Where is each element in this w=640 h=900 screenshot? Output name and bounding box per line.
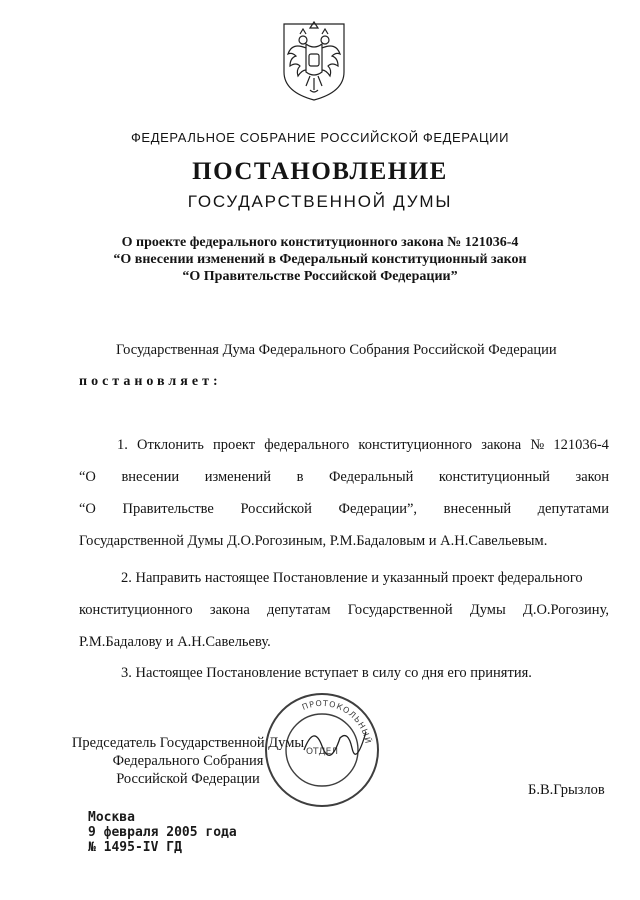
resolves-word: постановляет: bbox=[79, 374, 222, 389]
signatory-title-line-2: Федерального Собрания bbox=[112, 753, 264, 769]
stamp-center-text: ОТДЕЛ bbox=[305, 747, 339, 757]
paragraph-1-line-2 bbox=[79, 468, 609, 500]
coat-of-arms-icon bbox=[270, 20, 358, 102]
word: конституционного bbox=[79, 602, 193, 618]
word: изменений bbox=[204, 469, 272, 485]
paragraph-1-line-1 bbox=[79, 436, 609, 468]
word: федерального bbox=[264, 437, 350, 453]
issuer-name: ГОСУДАРСТВЕННОЙ ДУМЫ bbox=[187, 192, 453, 211]
word: Государственной bbox=[347, 602, 453, 618]
signature-scribble-icon bbox=[300, 720, 370, 760]
word: Отклонить bbox=[137, 437, 204, 453]
subject-line-2: “О внесении изменений в Федеральный конституционный закон bbox=[113, 252, 527, 267]
signatory-title-line-3: Российской Федерации bbox=[116, 771, 260, 787]
word: в bbox=[296, 469, 304, 485]
paragraph-2 bbox=[79, 569, 609, 665]
paragraph-2-line-3: Р.М.Бадалову и А.Н.Савельеву. bbox=[79, 634, 271, 650]
word: Правительстве bbox=[122, 501, 214, 517]
word: 121036-4 bbox=[553, 437, 609, 453]
paragraph-1-line-4: Государственной Думы Д.О.Рогозиным, Р.М.Бадаловым и А.Н.Савельевым. bbox=[79, 533, 548, 549]
paragraph-1 bbox=[79, 436, 609, 564]
word: Федеральный bbox=[328, 469, 414, 485]
paragraph-2-line-2 bbox=[79, 601, 609, 633]
word: “О bbox=[79, 501, 96, 517]
word: закон bbox=[575, 469, 609, 485]
word: закона bbox=[209, 602, 250, 618]
word: внесенный bbox=[443, 501, 512, 517]
paragraph-2-line-1: 2. Направить настоящее Постановление и указанный проект федерального bbox=[121, 570, 583, 586]
subject-line-1: О проекте федерального конституционного закона № 121036-4 bbox=[121, 235, 519, 250]
signatory-name: Б.В.Грызлов bbox=[528, 782, 605, 798]
word: “О bbox=[79, 469, 96, 485]
word: Федерации”, bbox=[338, 501, 418, 517]
word: конституционный bbox=[438, 469, 550, 485]
word: Д.О.Рогозину, bbox=[522, 602, 609, 618]
word: Думы bbox=[469, 602, 506, 618]
document-type: ПОСТАНОВЛЕНИЕ bbox=[192, 158, 448, 185]
document-meta bbox=[88, 810, 237, 855]
signatory-title-line-1: Председатель Государственной Думы bbox=[71, 735, 305, 751]
assembly-name: ФЕДЕРАЛЬНОЕ СОБРАНИЕ РОССИЙСКОЙ ФЕДЕРАЦИИ bbox=[130, 130, 510, 145]
paragraph-3-line-1: 3. Настоящее Постановление вступает в силу со дня его принятия. bbox=[121, 665, 532, 681]
word: проект bbox=[213, 437, 256, 453]
word: Российской bbox=[240, 501, 312, 517]
meta-date: 9 февраля 2005 года bbox=[88, 825, 237, 840]
document-subject bbox=[0, 234, 640, 285]
stamp-ring-text: ПРОТОКОЛЬНЫЙ bbox=[300, 698, 373, 745]
word: закона bbox=[481, 437, 522, 453]
meta-number: № 1495-IV ГД bbox=[88, 840, 182, 855]
subject-line-3: “О Правительстве Российской Федерации” bbox=[182, 269, 458, 284]
word: конституционного bbox=[358, 437, 473, 453]
word: депутатам bbox=[266, 602, 331, 618]
word: внесении bbox=[121, 469, 180, 485]
meta-city: Москва bbox=[88, 810, 135, 825]
paragraph-1-line-3 bbox=[79, 500, 609, 532]
word: 1. bbox=[117, 437, 128, 453]
preamble: Государственная Дума Федерального Собрания Российской Федерации bbox=[116, 342, 557, 358]
word: № bbox=[530, 437, 545, 453]
word: депутатами bbox=[537, 501, 609, 517]
